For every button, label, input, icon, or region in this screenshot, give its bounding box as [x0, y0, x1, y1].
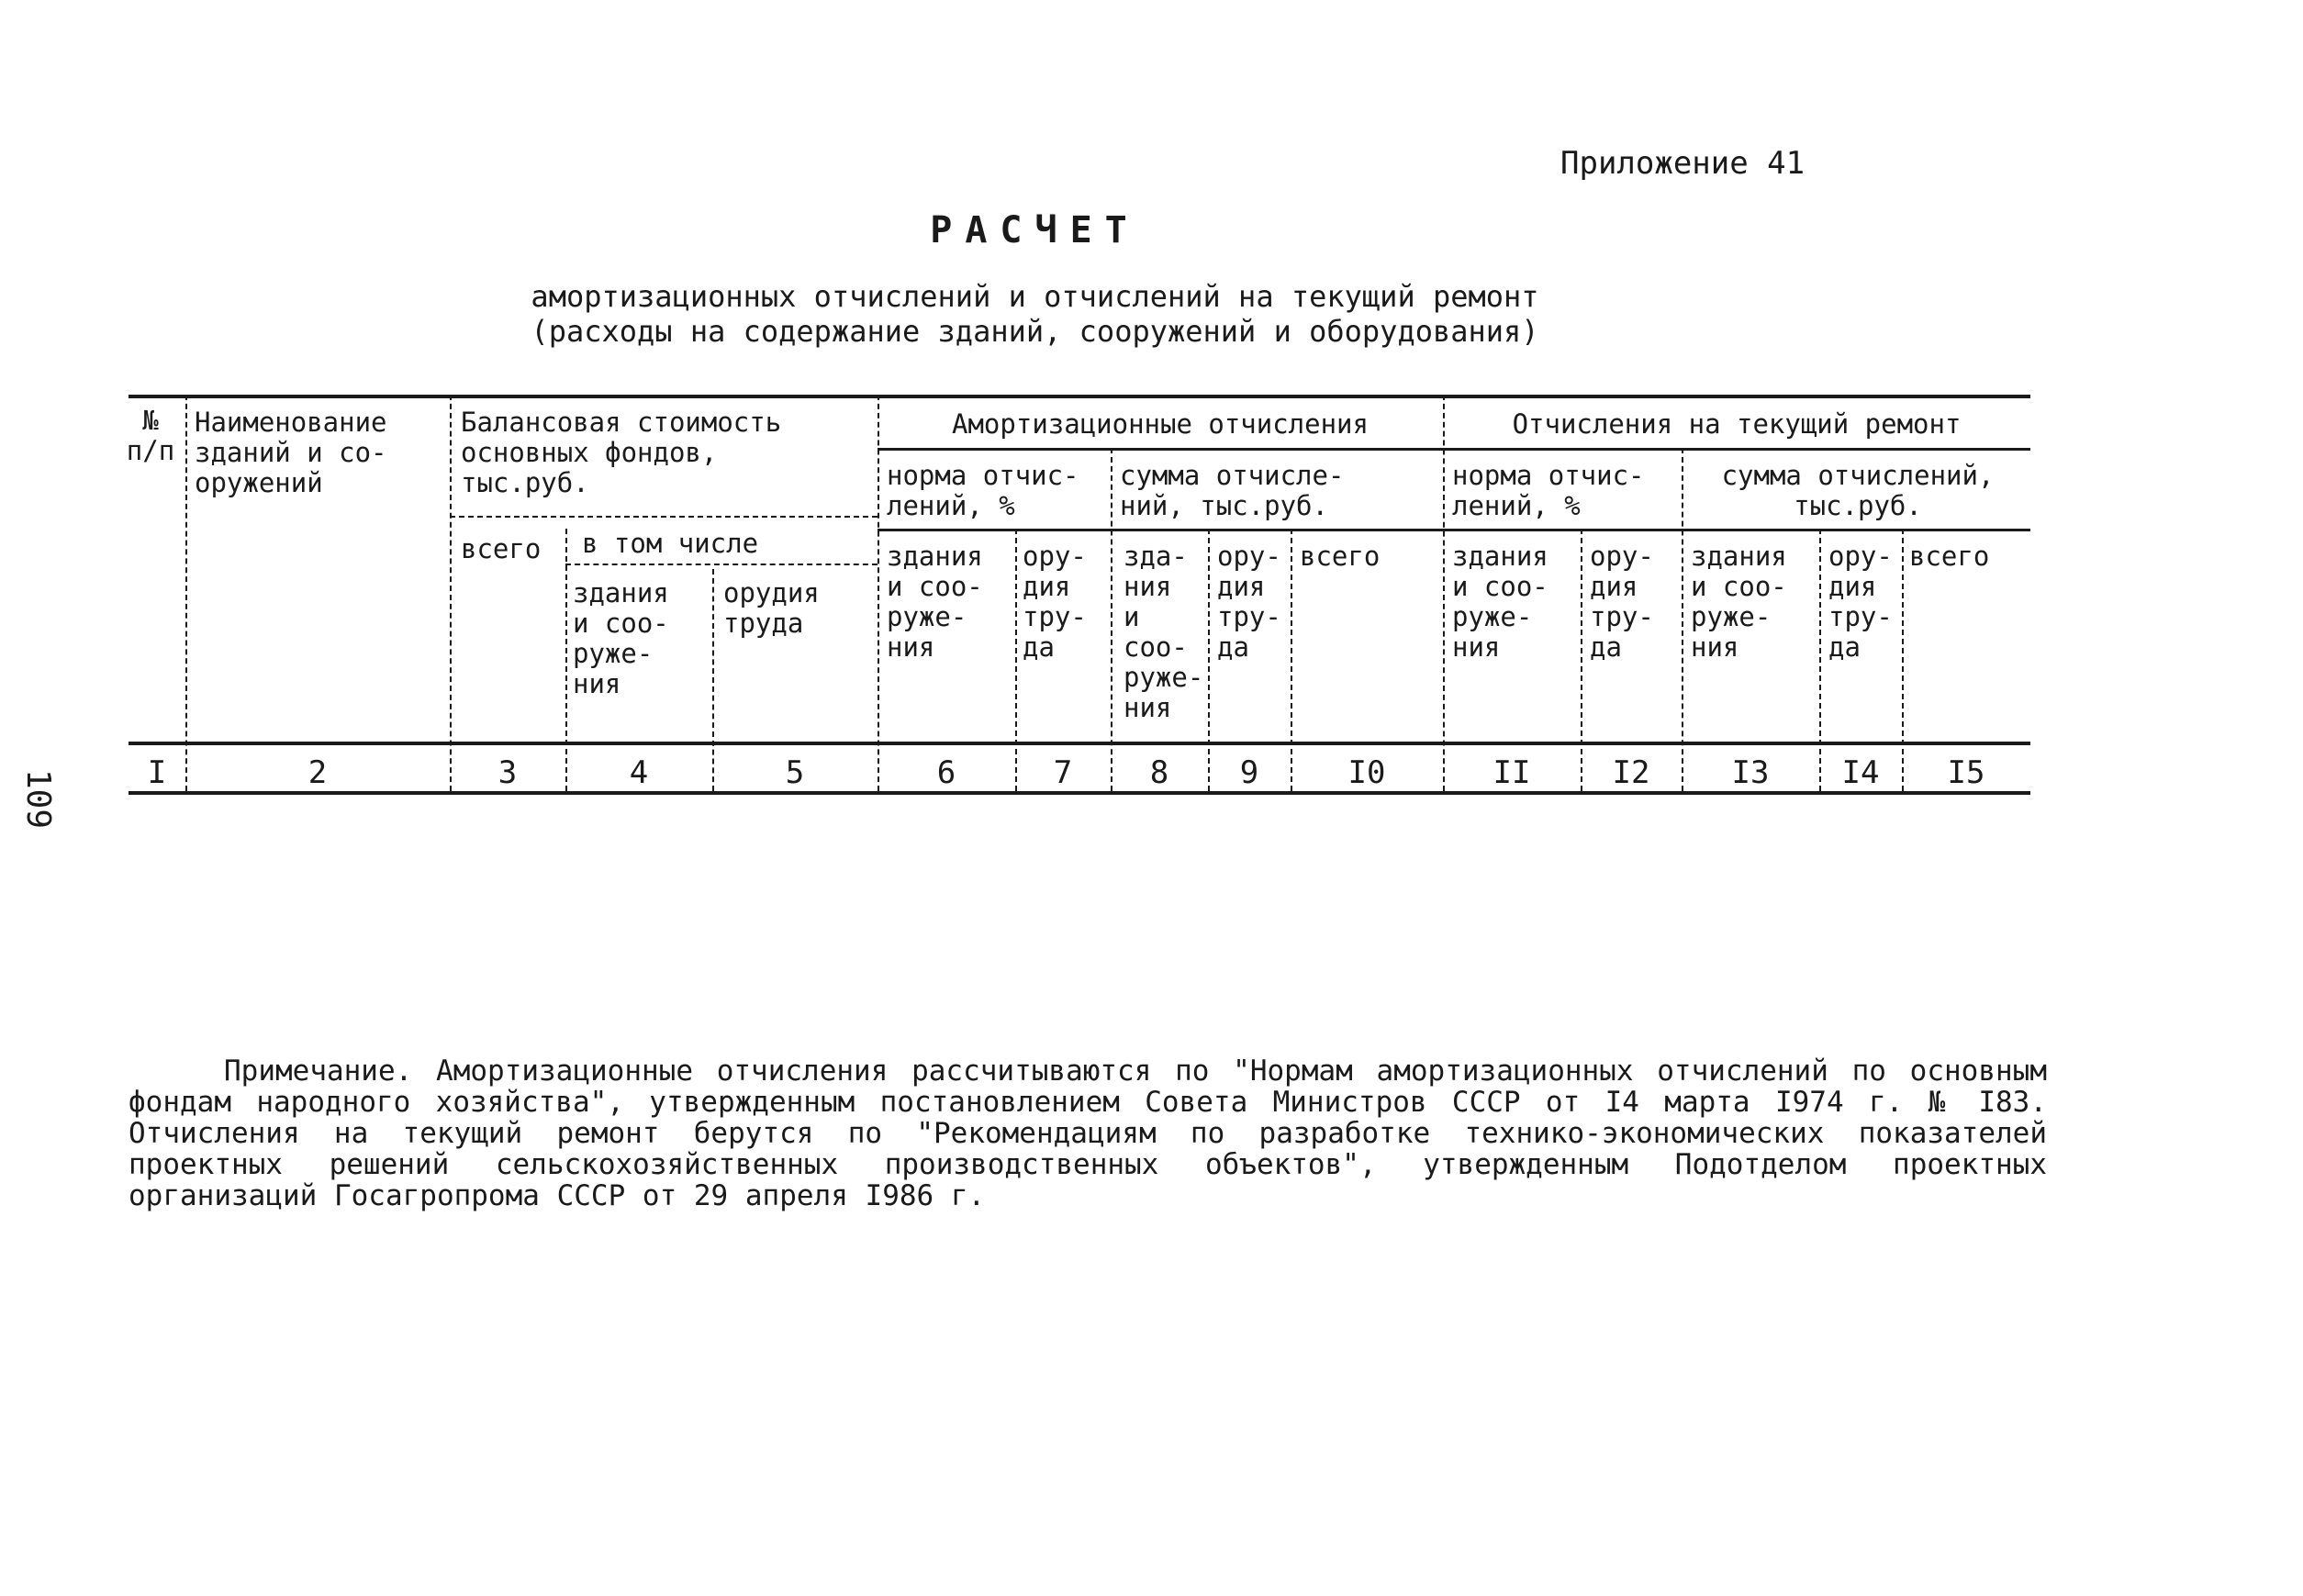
- column-number: 8: [1149, 754, 1169, 791]
- header-repair-sum-total: всего: [1909, 541, 1990, 572]
- table-bottom-rule: [129, 791, 2030, 795]
- table-top-rule: [129, 395, 2030, 398]
- header-repair-group: Отчисления на текущий ремонт: [1512, 409, 1962, 440]
- column-rule: [450, 395, 452, 791]
- header-amort-rate-buildings: здания и соо- руже- ния: [887, 541, 983, 663]
- column-number: 3: [497, 754, 518, 791]
- header-balance-incl: в том числе: [582, 529, 759, 559]
- column-rule: [1682, 448, 1683, 791]
- header-repair-rate-buildings: здания и соо- руже- ния: [1452, 541, 1548, 663]
- note-paragraph: Примечание. Амортизационные отчисления рассчитываются по "Нормам амортизационных отчислений по основным фондам народного хозяйства", утвержденным постановлением Совета Министров СССР от I4 марта I974 г. № I83. Отчисления на текущий ремонт берутся по "Рекомендациям по разработке технико-экономических показателей проектных решений сельскохозяйственных производственных объектов", утвержденным Подотделом проектных организаций Госагропрома СССР от 29 апреля I986 г.: [129, 1055, 2047, 1212]
- column-rule: [1015, 529, 1017, 791]
- header-amort-sum-tools: ору- дия тру- да: [1217, 541, 1281, 663]
- header-balance-total: всего: [461, 534, 542, 564]
- header-balance: Балансовая стоимость основных фондов, тыс.руб.: [461, 407, 782, 498]
- header-number: № п/п: [126, 406, 175, 466]
- subtitle-line-1: амортизационных отчислений и отчислений на текущий ремонт: [531, 279, 1539, 314]
- column-rule: [1208, 529, 1210, 791]
- header-balance-tools: орудия труда: [723, 578, 820, 639]
- column-number: 6: [936, 754, 956, 791]
- column-number: I5: [1947, 754, 1985, 791]
- header-repair-sum-buildings: здания и соо- руже- ния: [1691, 541, 1787, 663]
- incl-header-rule: [565, 564, 878, 565]
- column-number: 7: [1053, 754, 1073, 791]
- header-amortization-sum: сумма отчисле- ний, тыс.руб.: [1120, 461, 1345, 521]
- column-rule: [878, 395, 879, 791]
- header-repair-sum: сумма отчислений, тыс.руб.: [1721, 461, 1995, 521]
- column-rule: [565, 529, 567, 791]
- subtitle-line-2: (расходы на содержание зданий, сооружений и оборудования): [531, 314, 1539, 349]
- document-subtitle: [0, 279, 2070, 349]
- header-balance-buildings: здания и соо- руже- ния: [573, 578, 669, 699]
- column-number: I2: [1612, 754, 1650, 791]
- column-number: I3: [1731, 754, 1770, 791]
- column-rule: [1902, 529, 1904, 791]
- group-header-rule: [878, 448, 2030, 451]
- header-amort-rate-tools: ору- дия тру- да: [1023, 541, 1087, 663]
- column-rule: [1291, 529, 1292, 791]
- document-title: РАСЧЕТ: [930, 209, 1140, 251]
- column-number: I0: [1347, 754, 1386, 791]
- balance-header-rule: [450, 516, 878, 518]
- page-number: 109: [19, 769, 57, 830]
- column-number: 9: [1239, 754, 1259, 791]
- header-name: Наименование зданий и со- оружений: [195, 407, 387, 498]
- header-repair-rate: норма отчис- лений, %: [1452, 461, 1645, 521]
- column-rule: [1443, 395, 1445, 791]
- column-rule: [1581, 529, 1582, 791]
- header-repair-sum-tools: ору- дия тру- да: [1828, 541, 1893, 663]
- column-number: I4: [1841, 754, 1880, 791]
- column-number: 2: [307, 754, 328, 791]
- header-amortization-group: Амортизационные отчисления: [952, 409, 1369, 440]
- header-amortization-rate: норма отчис- лений, %: [887, 461, 1079, 521]
- column-rule: [185, 395, 187, 791]
- subgroup-header-rule: [878, 529, 2030, 531]
- column-number: I: [147, 754, 167, 791]
- appendix-label: Приложение 41: [1560, 145, 1806, 182]
- column-number: 4: [629, 754, 649, 791]
- header-amort-sum-buildings: зда- ния и соо- руже- ния: [1124, 541, 1204, 723]
- header-repair-rate-tools: ору- дия тру- да: [1590, 541, 1654, 663]
- column-rule: [1111, 448, 1112, 791]
- calculation-table: [126, 395, 2030, 795]
- header-amort-sum-total: всего: [1300, 541, 1381, 572]
- header-bottom-rule: [129, 742, 2030, 745]
- column-number: II: [1492, 754, 1531, 791]
- column-rule: [1819, 529, 1821, 791]
- column-number: 5: [785, 754, 805, 791]
